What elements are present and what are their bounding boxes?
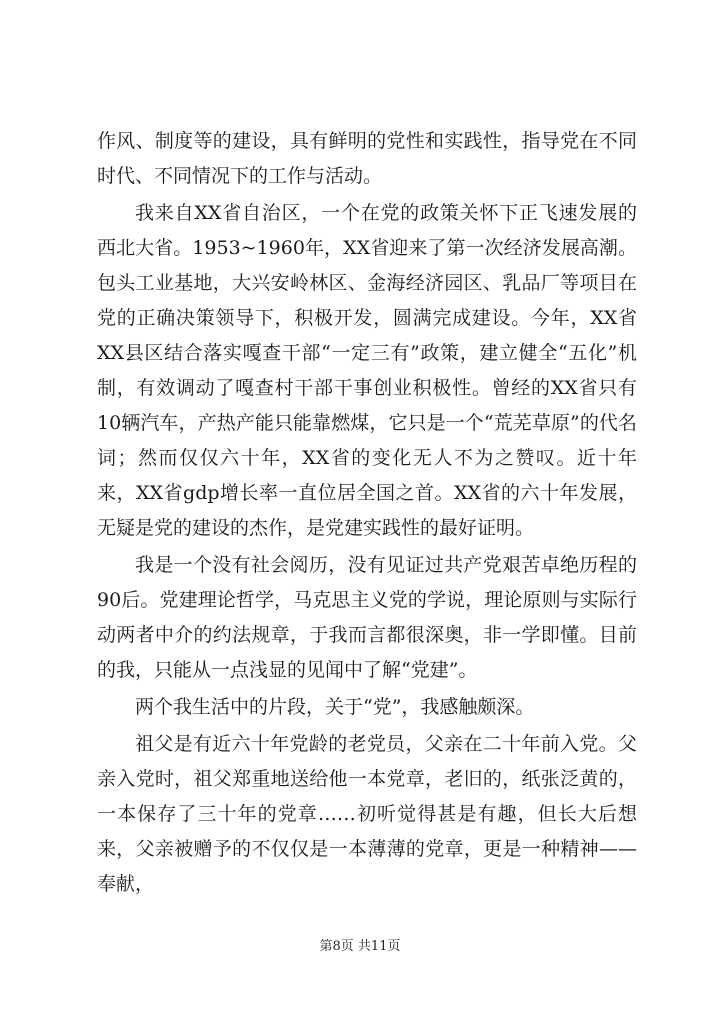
paragraph-province-development: 我来自XX省自治区，一个在党的政策关怀下正飞速发展的西北大省。1953~1960年，XX省迎来了第一次经济发展高潮。包头工业基地，大兴安岭林区、金海经济园区、乳品厂等项目在党的正确决策领导下，积极开发，圆满完成建设。今年，XX省XX县区结合落实嘎查干部“一定三有”政策，建立健全“五化”机制，有效调动了嘎查村干部干事创业积极性。曾经的XX省只有10辆汽车，产热产能只能靠燃煤，它只是一个“荒芜草原”的代名词；然而仅仅六十年，XX省的变化无人不为之赞叹。近十年来，XX省gdp增长率一直位居全国之首。XX省的六十年发展，无疑是党的建设的杰作，是党建实践性的最好证明。 — [97, 202, 637, 539]
body-text — [97, 124, 637, 904]
paragraph-two-moments: 两个我生活中的片段，关于“党”，我感触颇深。 — [135, 696, 535, 718]
paragraph-continuation: 作风、制度等的建设，具有鲜明的党性和实践性，指导党在不同时代、不同情况下的工作与活动。 — [97, 130, 637, 187]
paragraph-personal-reflection: 我是一个没有社会阅历，没有见证过共产党艰苦卓绝历程的90后。党建理论哲学，马克思主义党的学说，理论原则与实际行动两者中介的约法规章，于我而言都很深奥，非一学即懂。目前的我，只能从一点浅显的见闻中了解“党建”。 — [97, 554, 637, 681]
paragraph-grandfather-story: 祖父是有近六十年党龄的老党员，父亲在二十年前入党。父亲入党时，祖父郑重地送给他一本党章，老旧的，纸张泛黄的，一本保存了三十年的党章……初听觉得甚是有趣，但长大后想来，父亲被赠予的不仅仅是一本薄薄的党章，更是一种精神——奉献， — [97, 733, 637, 895]
page-footer: 第8页 共11页 — [319, 939, 401, 954]
